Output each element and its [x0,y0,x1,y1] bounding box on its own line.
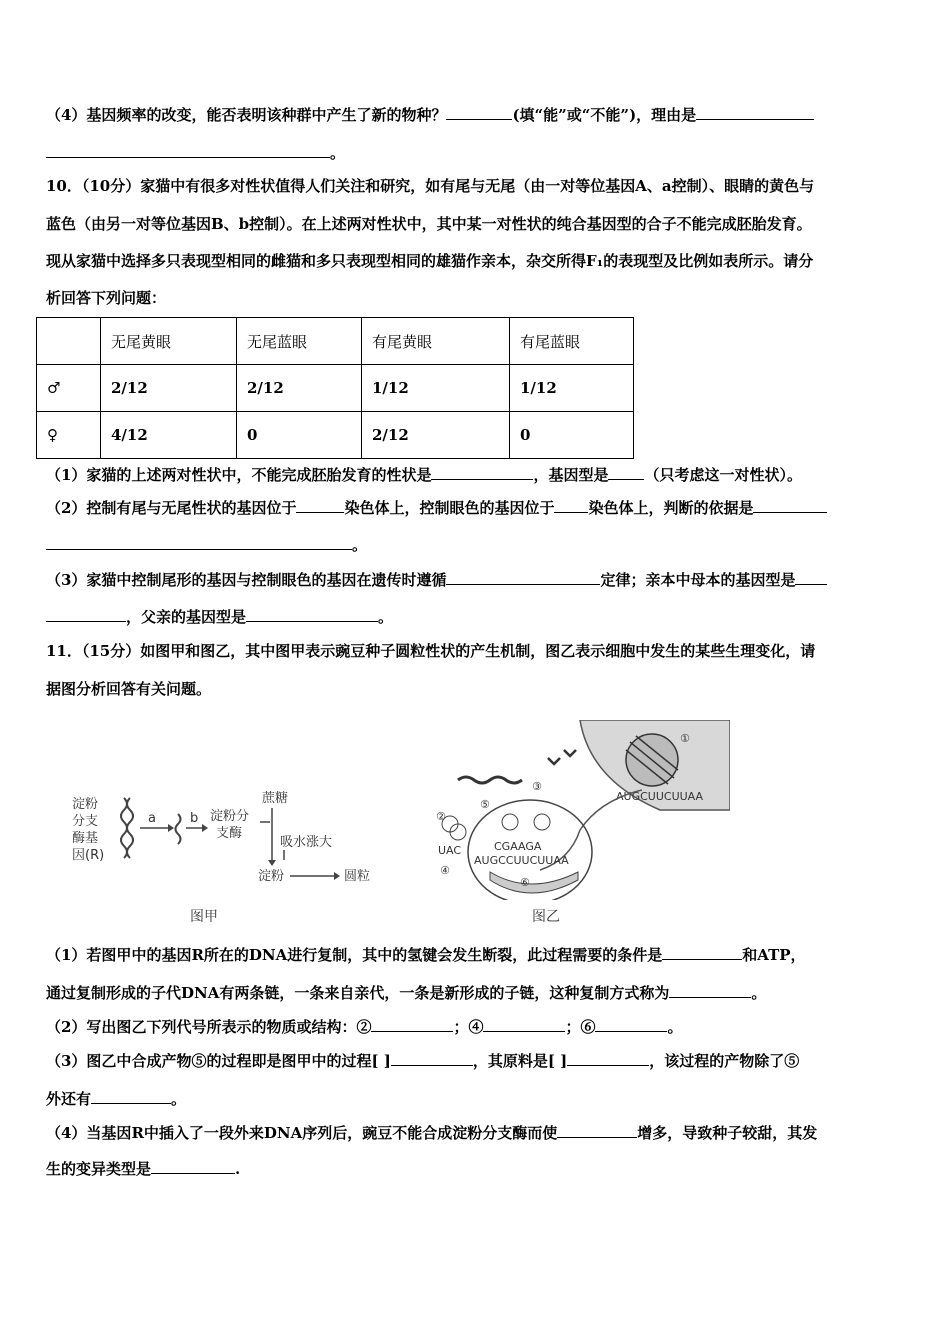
q11-sub3-line1: （3）图乙中合成产物⑤的过程即是图甲中的过程[ ] ，其原料是[ ] ，该过程的产物除了⑤ [46,1052,800,1070]
q11-sub3-line2: 外还有 。 [46,1090,187,1108]
fig-jia-gene-label: 淀粉 [72,797,99,812]
seq-top: AUGCUUCUUAA [616,790,704,803]
table-cell: 4/12 [101,412,237,459]
arrow-head-icon [168,824,174,832]
fig-jia-starch: 淀粉 [258,869,285,884]
arrow-head-icon [334,872,340,880]
q11-sub4-line2: 生的变异类型是 . [46,1160,241,1178]
arrow-head-icon [202,824,208,832]
q11-line2: 据图分析回答有关问题。 [46,680,212,698]
mark-2: ② [436,810,446,823]
table-header: 有尾黄眼 [362,318,510,365]
table-header: 无尾黄眼 [101,318,237,365]
q11-sub1-line1: （1）若图甲中的基因R所在的DNA进行复制，其中的氢键会发生断裂，此过程需要的条件是 和ATP， [46,946,806,964]
table-cell: 0 [510,412,634,459]
fig-jia-sucrose: 蔗糖 [262,791,289,806]
figure-yi [430,720,730,900]
figure-jia [66,780,406,890]
table-cell: 0 [237,412,362,459]
fig-jia-enzyme: 支酶 [216,826,243,841]
table-header: 有尾蓝眼 [510,318,634,365]
table-cell: 2/12 [362,412,510,459]
trna-icon [534,814,550,830]
arrow-head-icon [268,860,276,866]
anticodon-2: CGAAGA [494,840,542,853]
table-header-row [37,318,634,365]
q10-sub2-line1: （2）控制有尾与无尾性状的基因位于 染色体上，控制眼色的基因位于 染色体上，判断的依据是 [46,497,827,518]
fig-jia-gene-label: 分支 [72,814,99,829]
answer-blank[interactable] [46,606,126,622]
q10-sub3-line2: ，父亲的基因型是 。 [46,606,393,627]
q10-line1: 10．（10分）家猫中有很多对性状值得人们关注和研究，如有尾与无尾（由一对等位基因A、a控制）、眼睛的黄色与 [46,177,815,195]
table-row-female [37,412,634,459]
answer-blank[interactable] [696,104,814,120]
q9-4-line2: 。 [46,142,345,163]
mark-5: ⑤ [480,798,490,811]
q9-4-line1: （4）基因频率的改变，能否表明该种群中产生了新的物种？ (填“能”或“不能”)，理由是 [46,104,814,125]
mark-3: ③ [532,780,542,793]
dna-wavy-icon [127,798,133,858]
answer-blank[interactable] [91,1088,171,1104]
table-cell [37,318,101,365]
fig-jia-round: 圆粒 [344,869,371,884]
answer-blank[interactable] [246,606,378,622]
fig-jia-absorb: 吸水涨大 [280,835,333,850]
answer-blank[interactable] [446,104,512,120]
q11-sub1-line2: 通过复制形成的子代DNA有两条链，一条来自亲代，一条是新形成的子链，这种复制方式称为 。 [46,984,767,1002]
male-symbol: ♂ [37,365,101,412]
answer-blank[interactable] [46,534,352,550]
seq-bottom: AUGCCUUCUUAA [474,854,569,867]
q10-line3: 现从家猫中选择多只表现型相同的雌猫和多只表现型相同的雄猫作亲本，杂交所得F₁的表现型及比例如表所示。请分 [46,252,814,270]
ribosome-base-icon [490,872,578,893]
table-row-male [37,365,634,412]
answer-blank[interactable] [608,464,644,480]
q10-sub1: （1）家猫的上述两对性状中，不能完成胚胎发育的性状是 ，基因型是 （只考虑这一对性状）。 [46,466,802,484]
answer-blank[interactable] [446,569,600,585]
female-symbol: ♀ [37,412,101,459]
fig-jia-enzyme: 淀粉分 [210,809,250,824]
mark-1: ① [680,732,690,745]
answer-blank[interactable] [669,982,751,998]
table-cell: 1/12 [510,365,634,412]
answer-blank[interactable] [371,1016,453,1032]
table-header: 无尾蓝眼 [237,318,362,365]
polypeptide-icon [458,777,522,783]
q11-sub4-line1: （4）当基因R中插入了一段外来DNA序列后，豌豆不能合成淀粉分支酶而使 增多，导致种子较甜，其发 [46,1124,818,1142]
figure-jia-caption: 图甲 [190,909,218,925]
fig-jia-gene-label: 因(R) [72,848,105,863]
q10-line2: 蓝色（由另一对等位基因B、b控制）。在上述两对性状中，其中某一对性状的纯合基因型的合子不能完成胚胎发育。 [46,215,812,233]
amino-acid-icon [548,750,576,764]
answer-blank[interactable] [595,1016,667,1032]
q11-line1: 11．（15分）如图甲和图乙，其中图甲表示豌豆种子圆粒性状的产生机制，图乙表示细胞中发生的某些生理变化，请 [46,642,816,660]
answer-blank[interactable] [431,464,533,480]
table-cell: 2/12 [237,365,362,412]
table-cell: 1/12 [362,365,510,412]
f1-phenotype-table [36,317,634,459]
mark-6: ⑥ [520,876,530,889]
table-cell: 2/12 [101,365,237,412]
fig-jia-gene-label: 酶基 [72,831,99,846]
mrna-wavy-icon [176,814,181,844]
mark-4: ④ [440,864,450,877]
answer-blank[interactable] [391,1050,473,1066]
answer-blank[interactable] [795,569,827,585]
answer-blank[interactable] [662,944,742,960]
answer-blank[interactable] [151,1158,235,1174]
answer-blank[interactable] [483,1016,565,1032]
q10-sub3-line1: （3）家猫中控制尾形的基因与控制眼色的基因在遗传时遵循 定律；亲本中母本的基因型是 [46,569,827,590]
answer-blank[interactable] [753,497,827,513]
answer-blank[interactable] [567,1050,649,1066]
answer-blank[interactable] [557,1122,637,1138]
q10-sub2-line2: 。 [46,534,367,555]
answer-blank[interactable] [296,497,344,513]
answer-blank[interactable] [554,497,588,513]
arrow-b-label: b [190,811,199,826]
trna-icon [502,814,518,830]
figure-yi-caption: 图乙 [532,909,560,925]
q11-sub2: （2）写出图乙下列代号所表示的物质或结构：② ；④ ；⑥ 。 [46,1018,683,1036]
anticodon-1: UAC [438,844,462,857]
q10-line4: 析回答下列问题： [46,289,167,307]
arrow-a-label: a [148,811,156,826]
answer-blank[interactable] [46,142,330,158]
